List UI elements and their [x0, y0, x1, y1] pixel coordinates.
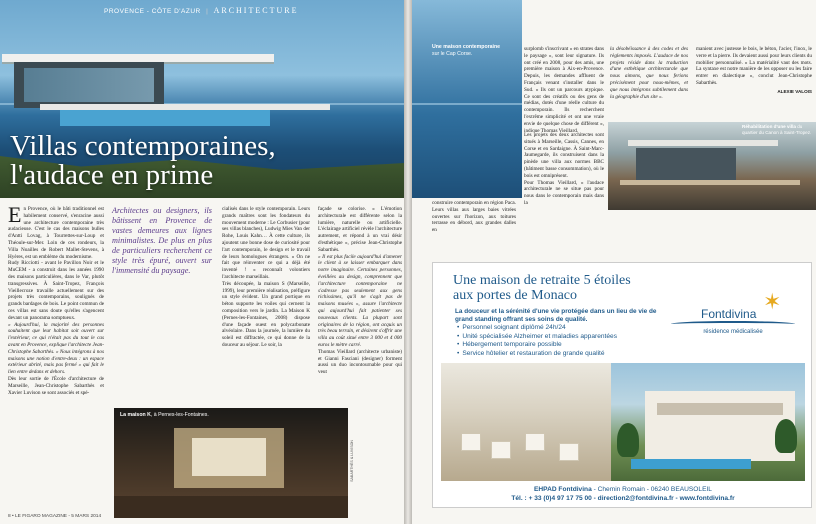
chair — [491, 441, 511, 459]
list-item: • Personnel soignant diplômé 24h/24 — [457, 324, 617, 333]
caption-rest: sur le Cap Corse. — [432, 50, 473, 57]
kicker-region: PROVENCE - CÔTE D'AZUR — [104, 8, 201, 15]
villa-deck — [620, 180, 800, 185]
photo-caption — [742, 124, 814, 135]
paragraph: Thomas Vieillard (architecte urbaniste) et Gianni Fasciani (designer) forment aussi un duo incontournable pour qui veut — [318, 348, 402, 376]
ad-contact — [433, 485, 813, 503]
title-line-1: Villas contemporaines, — [10, 130, 276, 162]
residence-balcony — [657, 403, 783, 415]
ad-address — [433, 485, 813, 494]
chair — [461, 433, 481, 451]
paragraph: la désobéissance à des codes et des règlements imposés. L'audace de nos projets réside dans la traduction d'une esthétique architecturale que nous aimons, que nous ferions précisément pour nous-mêmes, et que nous intégrons subtilement dans la géographie d'un site ». — [610, 46, 688, 100]
ad-bullet-list — [457, 324, 617, 358]
paragraph: Les projets des deux architectes sont situés à Marseille, Cassis, Cannes, en Corse et en Sardaigne. À Saint-Marc-Jaumegarde, ils construisent dans la pinède une villa aux normes BBC (bâtiment basse consommation), où le bois est omniprésent. — [524, 132, 604, 179]
photo-credit: SABARTHÈS & LUVISON — [350, 440, 354, 482]
tree — [617, 423, 639, 457]
swoosh-icon — [671, 321, 795, 327]
list-item: • Hébergement temporaire possible — [457, 341, 617, 350]
right-page — [412, 0, 816, 524]
article-title — [10, 132, 276, 190]
column-2 — [112, 206, 212, 276]
villa-roof — [2, 54, 274, 62]
column-1 — [8, 202, 104, 396]
kicker-separator: | — [206, 8, 209, 15]
interior-window — [192, 438, 266, 476]
column-3 — [696, 46, 812, 96]
drop-cap: E — [8, 202, 22, 227]
photo-caption — [120, 412, 209, 418]
paragraph: cialisés dans le style contemporain. Leurs grands maîtres sont les fondateurs du mouvement moderne : Le Corbusier (pour ses villas blanches), Ludwig Mies Van der Rohe, Louis Kahn… À cette culture, ils ajoutent une bonne dose de curiosité pour l'art contemporain, le design et le travail de leurs homologues étrangers. « On ne fait que réinventer ce qui a déjà été inventé ! » reconnaît volontiers l'architecte marseillais. — [222, 206, 310, 280]
ad-address-name: EHPAD Fontdivina — [534, 486, 592, 493]
star-icon: ✶ — [763, 289, 782, 314]
photo-maison-k — [114, 408, 348, 518]
page-folio: 8 • LE FIGARO MAGAZINE - 5 MARS 2014 — [8, 514, 102, 519]
title-line-2: l'audace en prime — [10, 159, 214, 191]
list-item: • Unité spécialisée Alzheimer et maladies apparentées — [457, 333, 617, 342]
ad-phone-email-web[interactable]: Tél. : + 33 (0)4 97 17 75 00 - direction2@fontdivina.fr - www.fontdivina.fr — [511, 495, 735, 502]
tree — [775, 419, 797, 453]
horizon-line — [412, 103, 522, 105]
column-1-continued — [524, 132, 604, 207]
residence-pool — [631, 459, 751, 469]
chair — [559, 443, 579, 461]
chair — [525, 433, 545, 451]
ad-title-line-1: Une maison de retraite 5 étoiles — [453, 273, 631, 288]
fontdivina-logo — [665, 291, 801, 347]
paragraph: Rudy Ricciotti - avant le Pavillon Noir et le MuCEM - a construit dans les années 1990 des maisons particulières, dans le Var, plutôt transgressives. À Saint-Tropez, François Vieillecroze travaille actuellement sur des projets très contemporains, soulignés de grands bardages de bois. Le point commun de ces villas est sans doute qu'elles s'agencent devant un panorama somptueux. — [8, 260, 104, 321]
caption-bold: La maison K — [120, 412, 151, 418]
advertisement[interactable] — [432, 262, 812, 508]
column-1 — [524, 46, 604, 134]
column-2 — [610, 46, 688, 100]
ad-intro: La douceur et la sérénité d'une vie protégée dans un lieu de vie de grand standing offrant ses soins de qualité. — [455, 308, 657, 323]
interior-floor — [114, 496, 348, 518]
hero-photo-villa — [0, 0, 404, 198]
left-page — [0, 0, 404, 524]
ad-title — [453, 273, 631, 303]
paragraph: n Provence, où le bâti traditionnel est habilement conservé, s'enracine aussi une architecture contemporaine très audacieuse. C'est le cas des maisons bulles d'Antti Lovag, à Tourrettes-sur-Loup et Théoule-sur-Mer. Loin de ces rondeurs, la Villa Noailles de Robert Mallet-Stevens, à Hyères, est un emblème du modernisme. — [8, 206, 104, 260]
paragraph: construire contemporain en région Paca. Leurs villas aux larges baies vitrées ouvertes sur l'horizon, aux toitures terrasse en débord, aux grandes dalles en — [432, 200, 516, 234]
caption-rest: du quartier du Canon à Saint-Tropez. — [742, 124, 812, 135]
column-3 — [222, 206, 310, 349]
villa-glazing — [636, 148, 736, 182]
list-item: • Service hôtelier et restauration de grande qualité — [457, 350, 617, 359]
pull-quote: Architectes ou designers, ils bâtissent en Provence de vastes demeures aux lignes minimalistes. De plus en plus de particuliers recherchent ce style très épuré, ouvert sur l'immensité du paysage. — [112, 206, 212, 275]
paragraph: Pour Thomas Vieillard, « l'audace architecturale ne se situe pas pour nous dans le contemporain mais dans la — [524, 179, 604, 206]
logo-subtitle: résidence médicalisée — [703, 329, 763, 335]
ad-title-line-2: aux portes de Monaco — [453, 288, 578, 303]
hero-photo-continued — [412, 0, 522, 198]
hero-caption — [432, 44, 516, 57]
paragraph: manient avec justesse le bois, le béton, l'acier, l'inox, le verre et la pierre. Ils devaient aussi pour leurs clients du mobilier personnalisé. « La matérialité vaut des mots. La syntaxe est notre manière de les opposer ou les faire entrer en dialectique », conclut Jean-Christophe Sabarthès. — [696, 46, 812, 86]
paragraph: façade se colorise. « L'émotion architecturale est différente selon la lumière, naturelle ou artificielle. L'éclairage artificiel révèle l'architecture autrement, et répond à un vrai désir d'esthétique », précise Jean-Christophe Sabarthès. — [318, 206, 402, 253]
logo-name: Fontdivina — [701, 307, 757, 321]
kicker-section: ARCHITECTURE — [213, 6, 299, 15]
photo-rehabilitation — [608, 122, 816, 210]
caption-bold: Réhabilitation d'une villa — [742, 124, 796, 129]
ad-photo-residence — [611, 363, 805, 481]
column-lead — [432, 200, 516, 234]
ad-address-rest: - Chemin Romain - 06240 BEAUSOLEIL — [591, 486, 712, 493]
author-signature: ALEXIE VALOIS — [777, 88, 812, 94]
column-4 — [318, 206, 402, 376]
ad-photo-dining-room — [441, 363, 611, 481]
villa-roof — [628, 140, 778, 146]
villa-glazing — [24, 68, 154, 102]
paragraph: Dès leur sortie de l'École d'architecture de Marseille, Jean-Christophe Sabarthès et Xavier Luvison se sont associés et spé- — [8, 375, 104, 396]
spine-gutter — [404, 0, 412, 524]
villa-pool — [60, 110, 270, 126]
caption-rest: , à Pernes-les-Fontaines. — [150, 412, 209, 418]
residence-building — [645, 391, 795, 461]
paragraph: « Il est plus facile aujourd'hui d'amener le client à se laisser embarquer dans notre imaginaire. Certaines personnes, éveillées au design, comprennent que l'architecture contemporaine ne s'adresse pas seulement aux gens richissimes, qu'il ne s'agit pas de maisons musées », assure l'architecte qui aujourd'hui fait patienter ses nouveaux clients. La plupart sont originaires de la région, ont acquis un très beau terrain, et désirent s'offrir une villa au coût situé entre 3 000 et 4 000 euros le mètre carré. — [318, 253, 402, 348]
caption-bold: Une maison contemporaine — [432, 44, 501, 50]
section-kicker — [104, 6, 298, 15]
paragraph: Très découpée, la maison S (Marseille, 1999), leur première réalisation, préfigure un style évident. Un grand portique en béton supporte les voiles qui cernent la composition vers le jardin. La Maison K (Pernes-les-Fontaines, 2008) dispose d'une façade ouest en polycarbonate alvéolaire. Dans la journée, la lumière du soleil est diffractée, ce qui donne de la douceur au séjour. Le soir, la — [222, 280, 310, 348]
paragraph: « Aujourd'hui, la majorité des personnes souhaitent que leur habitat soit ouvert sur l'extérieur, ce qui n'était pas du tout le cas avant en Provence, explique l'architecte Jean-Christophe Sabarthès. « Nous intégrons à nos maisons une notion d'entre-deux : un espace extérieur abrité, mais pas fermé » qui fait le lien entre dedans et dehors. — [8, 321, 104, 376]
paragraph: surplomb s'inscrivant « en strates dans le paysage », sont leur signature. Ils ont créé en 2008, pour des amis, une première maison à Aix-en-Provence. Depuis, les demandes affluent de Français venant s'installer dans le Sud. « Ils ont un parcours atypique. Ce sont des créatifs ou des gens de médias, dotés d'une réelle culture du contemporain. Ils recherchent l'extrême simplicité et ont une vraie envie de quelque chose de différent », indique Thomas Vieillard. — [524, 46, 604, 134]
